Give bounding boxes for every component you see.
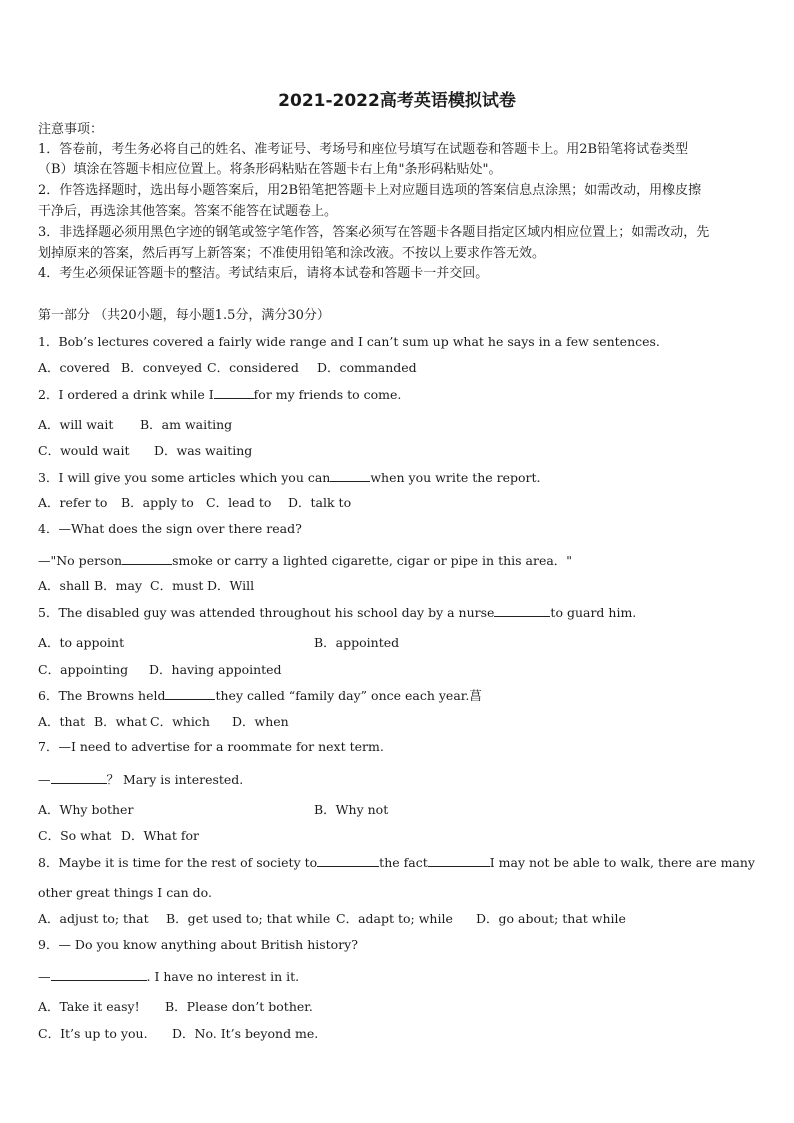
stem-text: for my friends to come. — [253, 387, 402, 402]
question-2-options-row1 — [38, 417, 232, 433]
option-b[interactable]: B．Why not — [314, 802, 389, 817]
option-b[interactable]: B．appointed — [314, 635, 400, 650]
question-8-stem — [38, 854, 755, 871]
option-a[interactable]: A．Why bother — [38, 802, 134, 817]
question-5-stem — [38, 604, 636, 621]
section-heading: 第一部分 （共20小题，每小题1.5分，满分30分） — [38, 308, 330, 323]
option-d[interactable]: D．What for — [121, 828, 199, 843]
option-d[interactable]: D．talk to — [288, 495, 352, 510]
stem-text: they called “family day” once each year.菖 — [215, 688, 482, 703]
stem-text: 5．The disabled guy was attended throughout his school day by a nurse — [38, 605, 495, 620]
option-a[interactable]: A．Take it easy! — [38, 999, 140, 1014]
stem-text: — — [38, 772, 51, 787]
option-b[interactable]: B．apply to — [121, 495, 194, 510]
question-8-line2: other great things I can do. — [38, 885, 212, 900]
stem-text: the fact — [379, 855, 428, 870]
notice-line: 划掉原来的答案，然后再写上新答案；不准使用铅笔和涂改液。不按以上要求作答无效。 — [38, 246, 546, 261]
question-3-stem — [38, 469, 541, 486]
answer-blank — [165, 687, 215, 700]
answer-blank — [122, 552, 172, 565]
question-9-options-row2 — [38, 1026, 318, 1042]
stem-text: smoke or carry a lighted cigarette, cigar or pipe in this area．" — [172, 553, 573, 568]
option-d[interactable]: D．commanded — [317, 360, 417, 375]
notice-line: （B）填涂在答题卡相应位置上。将条形码粘贴在答题卡右上角"条形码粘贴处"。 — [38, 162, 502, 177]
option-c[interactable]: C．must — [150, 578, 204, 593]
question-1-options — [38, 360, 417, 376]
question-7-stem: 7．—I need to advertise for a roommate for next term. — [38, 739, 384, 754]
option-a[interactable]: A．to appoint — [38, 635, 125, 650]
option-d[interactable]: D．No. It’s beyond me. — [172, 1026, 319, 1041]
option-a[interactable]: A．will wait — [38, 417, 114, 432]
stem-text: when you write the report. — [370, 470, 541, 485]
stem-text: 8．Maybe it is time for the rest of society to — [38, 855, 318, 870]
option-d[interactable]: D．having appointed — [149, 662, 282, 677]
option-c[interactable]: C．lead to — [206, 495, 272, 510]
question-7-line2 — [38, 771, 243, 788]
question-9-stem: 9．— Do you know anything about British history? — [38, 937, 358, 952]
stem-text: to guard him. — [550, 605, 637, 620]
option-d[interactable]: D．was waiting — [154, 443, 253, 458]
stem-text: I may not be able to walk, there are many — [489, 855, 755, 870]
answer-blank — [214, 386, 254, 399]
option-a[interactable]: A．adjust to; that — [38, 911, 149, 926]
option-c[interactable]: C．would wait — [38, 443, 130, 458]
option-c[interactable]: C．So what — [38, 828, 112, 843]
notice-heading: 注意事项： — [38, 122, 104, 137]
notice-line: 2．作答选择题时，选出每小题答案后，用2B铅笔把答题卡上对应题目选项的答案信息点涂黑；如需改动，用橡皮擦 — [38, 183, 702, 198]
option-b[interactable]: B．Please don’t bother. — [165, 999, 313, 1014]
question-1-stem: 1．Bob’s lectures covered a fairly wide range and I can’t sum up what he says in a few sentences. — [38, 334, 660, 349]
question-2-options-row2 — [38, 443, 252, 459]
stem-text: — — [38, 969, 51, 984]
question-4-options — [38, 578, 254, 594]
option-a[interactable]: A．covered — [38, 360, 110, 375]
option-b[interactable]: B．what — [94, 714, 147, 729]
option-c[interactable]: C．It’s up to you. — [38, 1026, 148, 1041]
question-4-line2 — [38, 552, 572, 569]
option-a[interactable]: A．that — [38, 714, 86, 729]
exam-title: 2021-2022高考英语模拟试卷 — [278, 91, 516, 111]
stem-text: 6．The Browns held — [38, 688, 166, 703]
answer-blank — [317, 854, 379, 867]
stem-text: ？ Mary is interested. — [106, 772, 244, 787]
option-b[interactable]: B．get used to; that while — [166, 911, 331, 926]
question-6-stem — [38, 687, 482, 704]
question-5-options-row2 — [38, 662, 282, 678]
question-7-options-row2 — [38, 828, 199, 844]
option-c[interactable]: C．which — [150, 714, 210, 729]
notice-line: 1．答卷前，考生务必将自己的姓名、准考证号、考场号和座位号填写在试题卷和答题卡上。用2B铅笔将试卷类型 — [38, 142, 689, 157]
option-a[interactable]: A．refer to — [38, 495, 108, 510]
question-9-line2 — [38, 968, 299, 985]
stem-text: . I have no interest in it. — [146, 969, 300, 984]
stem-text: 3．I will give you some articles which you can — [38, 470, 331, 485]
option-c[interactable]: C．considered — [207, 360, 299, 375]
answer-blank — [494, 604, 550, 617]
stem-text: —"No person — [38, 553, 123, 568]
question-7-options-row1 — [38, 802, 758, 818]
answer-blank — [51, 968, 147, 981]
option-c[interactable]: C．adapt to; while — [336, 911, 453, 926]
question-2-stem — [38, 386, 401, 403]
question-3-options — [38, 495, 351, 511]
question-5-options-row1 — [38, 635, 758, 651]
option-d[interactable]: D．Will — [207, 578, 255, 593]
option-b[interactable]: B．conveyed — [121, 360, 203, 375]
notice-line: 4．考生必须保证答题卡的整洁。考试结束后，请将本试卷和答题卡一并交回。 — [38, 266, 489, 281]
notice-line: 3．非选择题必须用黑色字迹的钢笔或签字笔作答，答案必须写在答题卡各题目指定区域内相应位置上；如需改动，先 — [38, 225, 710, 240]
question-4-stem: 4．—What does the sign over there read? — [38, 521, 302, 536]
question-9-options-row1 — [38, 999, 313, 1015]
option-b[interactable]: B．am waiting — [140, 417, 233, 432]
question-8-options — [38, 911, 626, 927]
option-d[interactable]: D．when — [232, 714, 289, 729]
option-b[interactable]: B．may — [94, 578, 143, 593]
stem-text: 2．I ordered a drink while I — [38, 387, 214, 402]
question-6-options — [38, 714, 289, 730]
option-c[interactable]: C．appointing — [38, 662, 129, 677]
notice-line: 干净后，再选涂其他答案。答案不能答在试题卷上。 — [38, 204, 338, 219]
option-d[interactable]: D．go about; that while — [476, 911, 626, 926]
answer-blank — [428, 854, 490, 867]
option-a[interactable]: A．shall — [38, 578, 90, 593]
answer-blank — [330, 469, 370, 482]
answer-blank — [51, 771, 107, 784]
